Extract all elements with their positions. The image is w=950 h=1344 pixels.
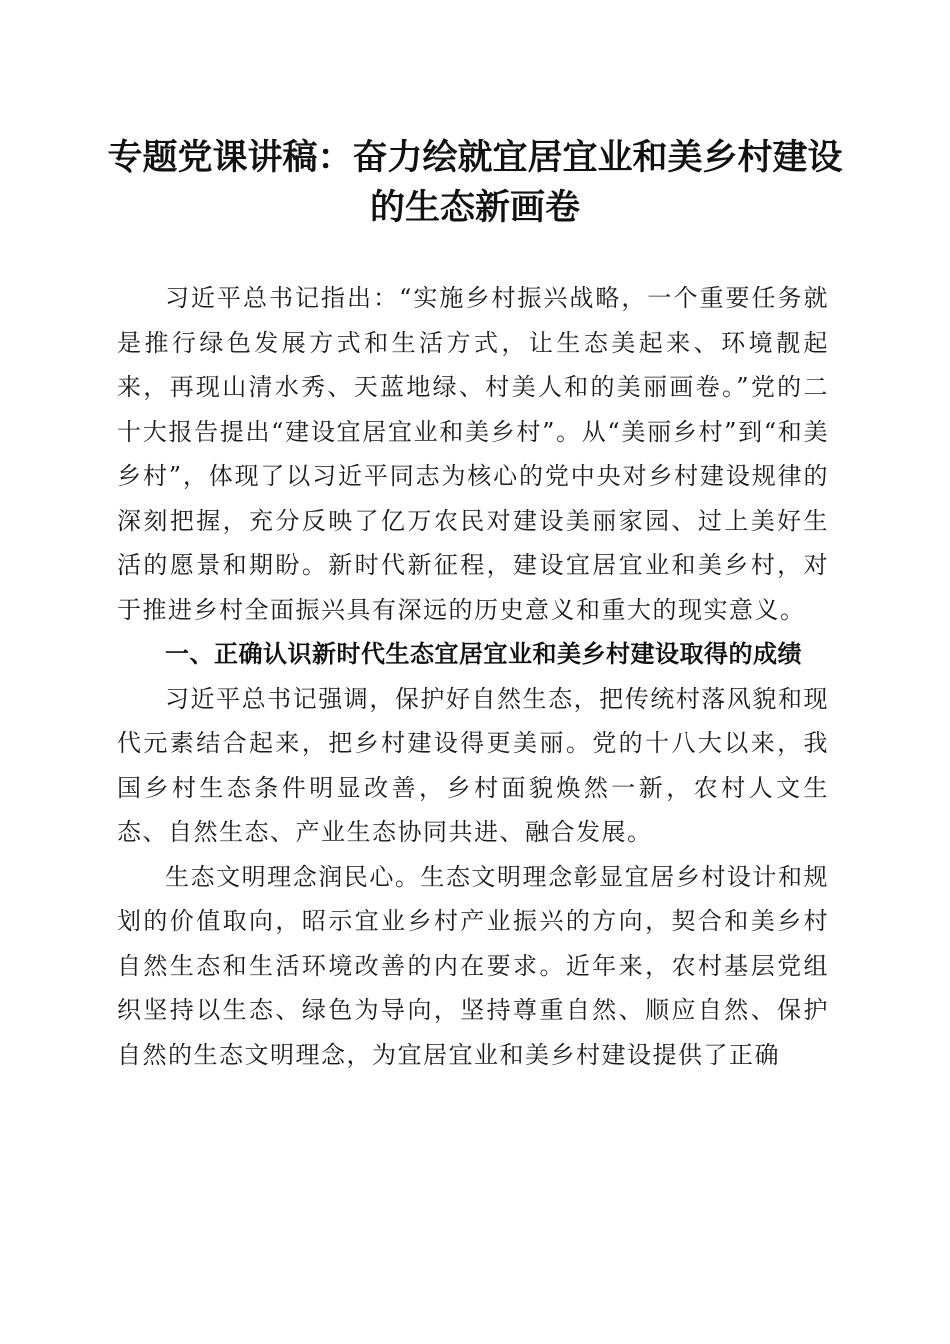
document-title: 专题党课讲稿：奋力绘就宜居宜业和美乡村建设的生态新画卷 xyxy=(107,137,843,228)
intro-paragraph: 习近平总书记指出：“实施乡村振兴战略，一个重要任务就是推行绿色发展方式和生活方式，让生态美起来、环境靓起来，再现山清水秀、天蓝地绿、村美人和的美丽画卷。”党的二十大报告提出“建设宜居宜业和美乡村”。从“美丽乡村”到“和美乡村”，体现了以习近平同志为核心的党中央对乡村建设规律的深刻把握，充分反映了亿万农民对建设美丽家园、过上美好生活的愿景和期盼。新时代新征程，建设宜居宜业和美乡村，对于推进乡村全面振兴具有深远的历史意义和重大的现实意义。 xyxy=(117,284,829,624)
body-paragraph: 习近平总书记强调，保护好自然生态，把传统村落风貌和现代元素结合起来，把乡村建设得更美丽。党的十八大以来，我国乡村生态条件明显改善，乡村面貌焕然一新，农村人文生态、自然生态、产业生态协同共进、融合发展。 xyxy=(117,684,829,846)
body-paragraph: 生态文明理念润民心。生态文明理念彰显宜居乡村设计和规划的价值取向，昭示宜业乡村产业振兴的方向，契合和美乡村自然生态和生活环境改善的内在要求。近年来，农村基层党组织坚持以生态、绿色为导向，坚持尊重自然、顺应自然、保护自然的生态文明理念，为宜居宜业和美乡村建设提供了正确 xyxy=(117,862,829,1069)
document-body xyxy=(117,276,829,1077)
section-heading: 一、正确认识新时代生态宜居宜业和美乡村建设取得的成绩 xyxy=(165,640,802,668)
